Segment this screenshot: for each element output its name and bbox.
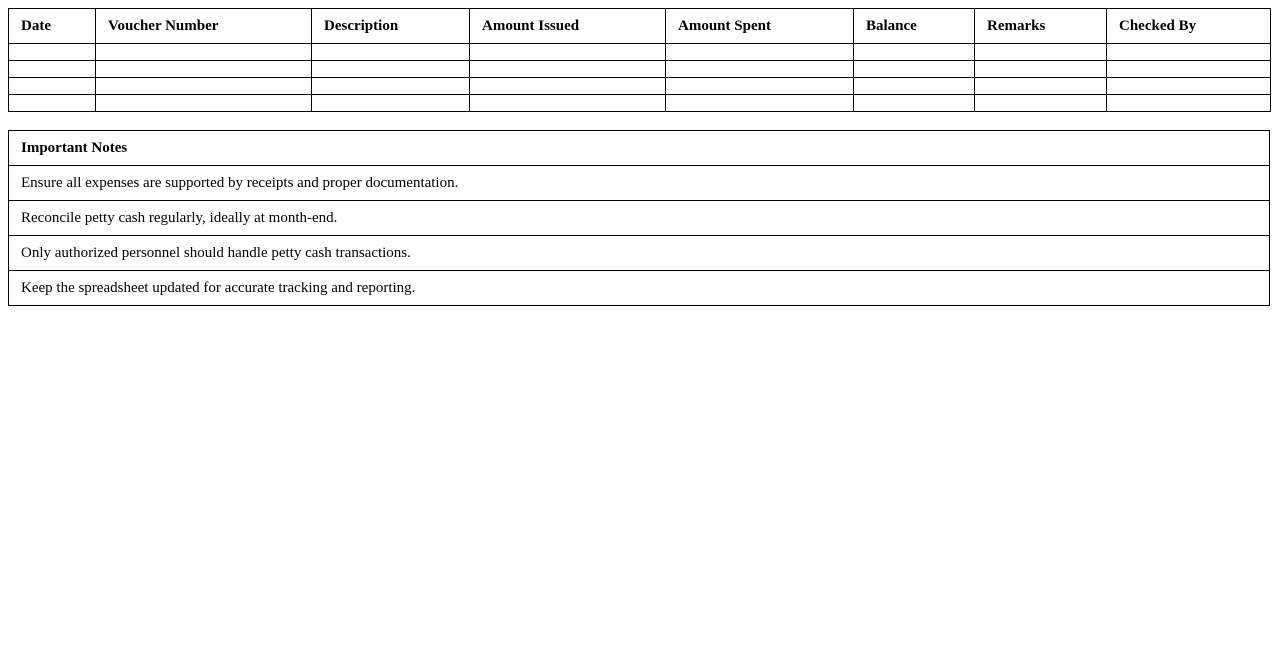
list-item (9, 166, 1270, 201)
table-row (9, 44, 1271, 61)
table-row (9, 78, 1271, 95)
table-row (9, 95, 1271, 112)
cell-amount-issued[interactable] (470, 78, 666, 95)
cell-amount-issued[interactable] (470, 61, 666, 78)
cell-checked-by[interactable] (1107, 78, 1271, 95)
cell-amount-spent[interactable] (666, 44, 854, 61)
cell-description[interactable] (312, 61, 470, 78)
cell-balance[interactable] (854, 78, 975, 95)
cell-voucher-number[interactable] (96, 61, 312, 78)
cell-date[interactable] (9, 61, 96, 78)
list-item (9, 271, 1270, 306)
header-amount-spent: Amount Spent (666, 9, 854, 44)
cell-checked-by[interactable] (1107, 61, 1271, 78)
ledger-header-row (9, 9, 1271, 44)
notes-header-row (9, 131, 1270, 166)
header-checked-by: Checked By (1107, 9, 1271, 44)
cell-amount-spent[interactable] (666, 95, 854, 112)
table-row (9, 61, 1271, 78)
cell-amount-issued[interactable] (470, 95, 666, 112)
cell-checked-by[interactable] (1107, 95, 1271, 112)
note-text: Ensure all expenses are supported by receipts and proper documentation. (9, 166, 1270, 201)
cell-date[interactable] (9, 44, 96, 61)
cell-balance[interactable] (854, 44, 975, 61)
cell-description[interactable] (312, 44, 470, 61)
cell-amount-spent[interactable] (666, 61, 854, 78)
list-item (9, 236, 1270, 271)
cell-date[interactable] (9, 78, 96, 95)
list-item (9, 201, 1270, 236)
cell-description[interactable] (312, 78, 470, 95)
header-remarks: Remarks (975, 9, 1107, 44)
header-amount-issued: Amount Issued (470, 9, 666, 44)
cell-remarks[interactable] (975, 95, 1107, 112)
cell-date[interactable] (9, 95, 96, 112)
important-notes-table (8, 130, 1270, 306)
cell-amount-spent[interactable] (666, 78, 854, 95)
header-date: Date (9, 9, 96, 44)
header-balance: Balance (854, 9, 975, 44)
note-text: Reconcile petty cash regularly, ideally at month-end. (9, 201, 1270, 236)
cell-remarks[interactable] (975, 44, 1107, 61)
cell-balance[interactable] (854, 95, 975, 112)
cell-description[interactable] (312, 95, 470, 112)
header-description: Description (312, 9, 470, 44)
cell-voucher-number[interactable] (96, 78, 312, 95)
cell-checked-by[interactable] (1107, 44, 1271, 61)
cell-remarks[interactable] (975, 61, 1107, 78)
petty-cash-ledger-table (8, 8, 1271, 112)
cell-remarks[interactable] (975, 78, 1107, 95)
cell-balance[interactable] (854, 61, 975, 78)
notes-title: Important Notes (9, 131, 1270, 166)
header-voucher-number: Voucher Number (96, 9, 312, 44)
cell-voucher-number[interactable] (96, 44, 312, 61)
cell-amount-issued[interactable] (470, 44, 666, 61)
note-text: Only authorized personnel should handle petty cash transactions. (9, 236, 1270, 271)
cell-voucher-number[interactable] (96, 95, 312, 112)
note-text: Keep the spreadsheet updated for accurate tracking and reporting. (9, 271, 1270, 306)
